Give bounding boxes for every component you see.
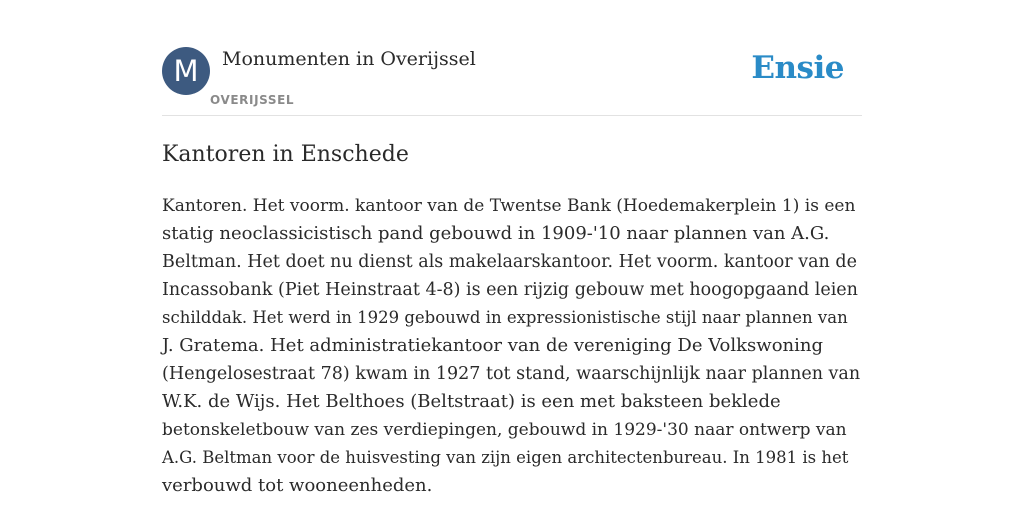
book-title-link[interactable]: Monumenten in Overijssel bbox=[222, 48, 476, 70]
article-line: Beltman. Het doet nu dienst als makelaarskantoor. Het voorm. kantoor van de bbox=[162, 252, 857, 272]
article-line: Kantoren. Het voorm. kantoor van de Twentse Bank (Hoedemakerplein 1) is een bbox=[162, 196, 856, 216]
avatar[interactable]: M bbox=[162, 47, 210, 95]
article-line: schilddak. Het werd in 1929 gebouwd in expressionistische stijl naar plannen van bbox=[162, 308, 848, 327]
category-label[interactable]: OVERIJSSEL bbox=[210, 93, 295, 107]
article-line: Incassobank (Piet Heinstraat 4-8) is een rijzig gebouw met hoogopgaand leien bbox=[162, 280, 858, 300]
article-line: (Hengelosestraat 78) kwam in 1927 tot stand, waarschijnlijk naar plannen van bbox=[162, 364, 861, 384]
article-line: betonskeletbouw van zes verdiepingen, gebouwd in 1929-'30 naar ontwerp van bbox=[162, 420, 847, 440]
article-line: verbouwd tot wooneenheden. bbox=[162, 475, 433, 496]
brand-logo[interactable]: Ensie bbox=[751, 50, 844, 86]
article-line: statig neoclassicistisch pand gebouwd in 1909-'10 naar plannen van A.G. bbox=[162, 223, 830, 244]
article-body bbox=[162, 192, 862, 500]
article-line: W.K. de Wijs. Het Belthoes (Beltstraat) is een met baksteen beklede bbox=[162, 391, 781, 412]
header-divider bbox=[162, 115, 862, 116]
header bbox=[162, 46, 862, 116]
article-title: Kantoren in Enschede bbox=[162, 142, 409, 167]
article-line: J. Gratema. Het administratiekantoor van de vereniging De Volkswoning bbox=[162, 335, 824, 356]
article-line: A.G. Beltman voor de huisvesting van zijn eigen architectenbureau. In 1981 is het bbox=[162, 448, 849, 467]
